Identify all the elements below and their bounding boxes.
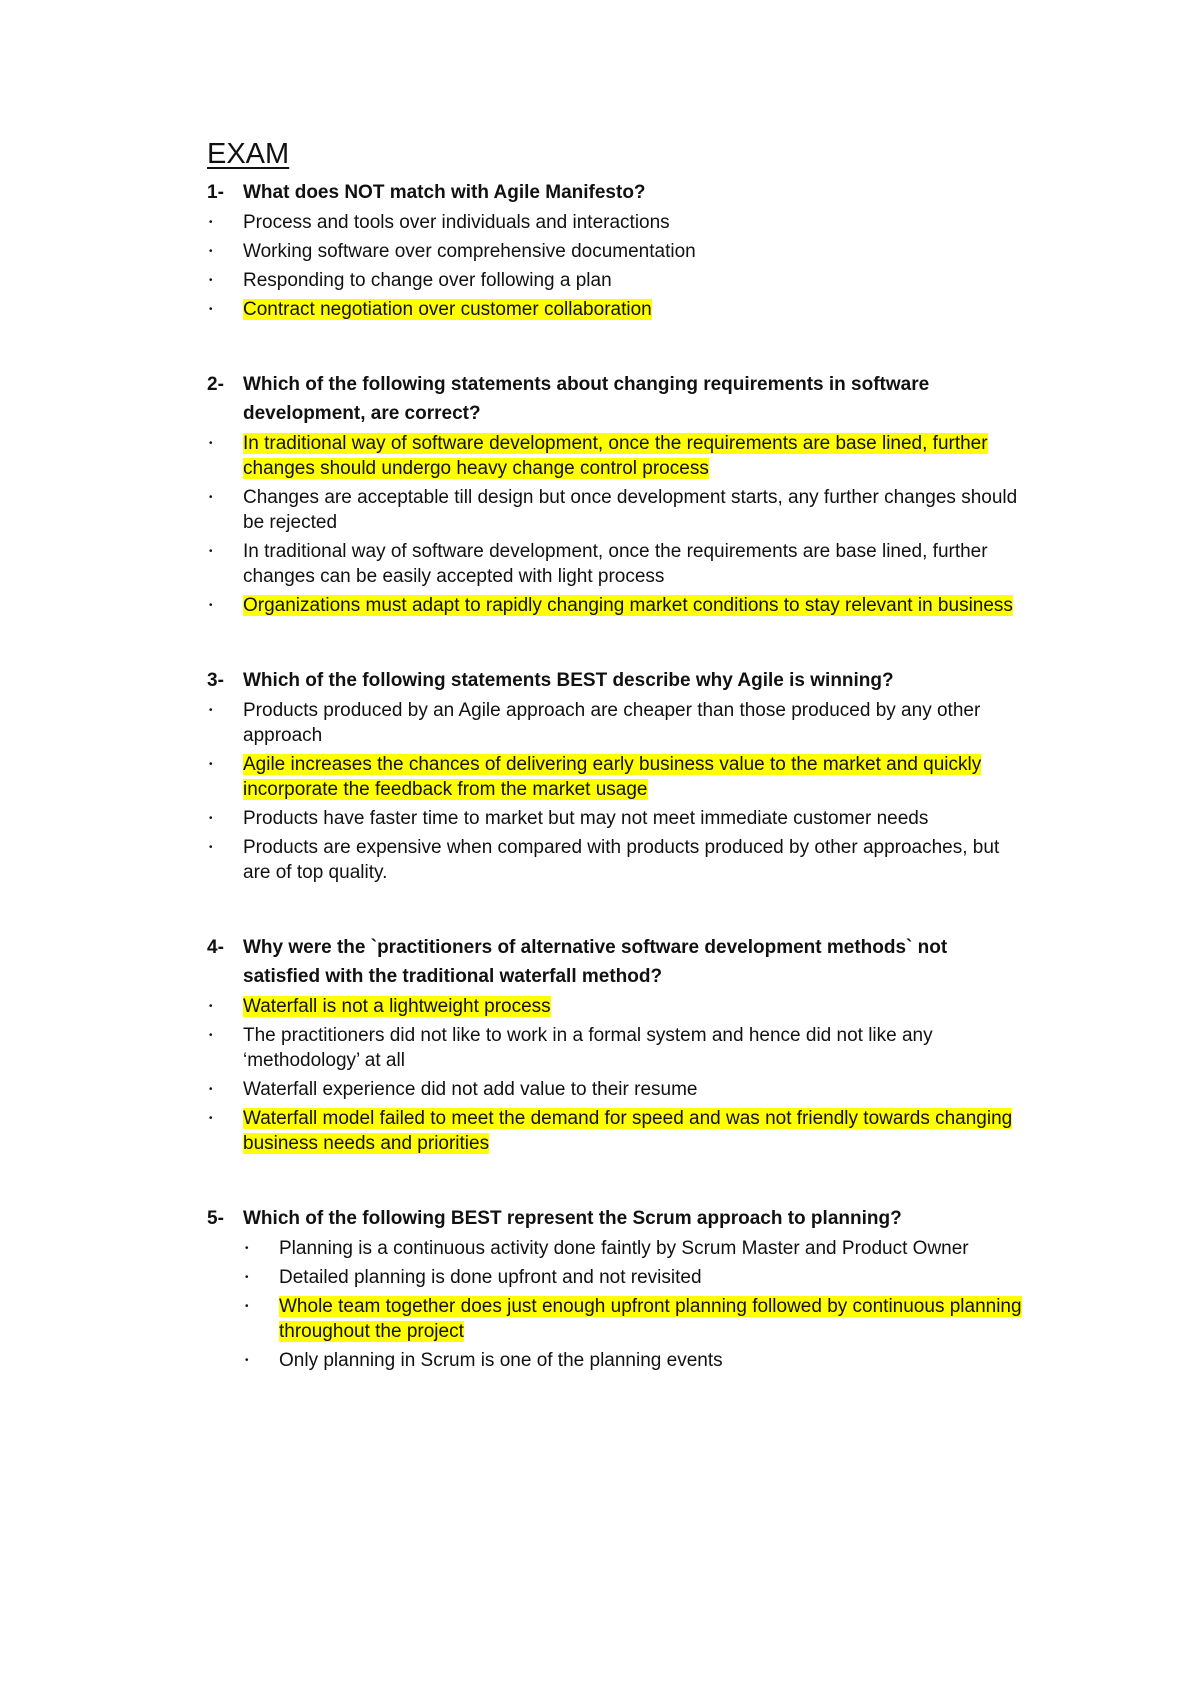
option-text: In traditional way of software development, once the requirements are base lined, further changes should undergo heavy change control process xyxy=(243,433,988,479)
option-item xyxy=(207,431,1027,481)
option-item xyxy=(243,1265,1027,1290)
bullet-icon: • xyxy=(209,1084,213,1095)
option-item xyxy=(243,1348,1027,1373)
option-list xyxy=(207,431,1027,618)
option-text: Organizations must adapt to rapidly changing market conditions to stay relevant in business xyxy=(243,595,1013,616)
bullet-icon: • xyxy=(209,705,213,716)
question-heading xyxy=(207,1204,1027,1233)
option-text: Detailed planning is done upfront and not revisited xyxy=(279,1267,702,1288)
option-item xyxy=(207,994,1027,1019)
option-item xyxy=(207,268,1027,293)
question-1 xyxy=(207,178,1027,322)
question-number: 2- xyxy=(207,374,224,395)
question-text: Which of the following statements about changing requirements in software development, are correct? xyxy=(243,374,930,424)
question-4 xyxy=(207,933,1027,1156)
option-item xyxy=(207,698,1027,748)
option-item xyxy=(207,210,1027,235)
option-text: Products have faster time to market but may not meet immediate customer needs xyxy=(243,808,929,829)
bullet-icon: • xyxy=(209,1113,213,1124)
page-title: EXAM xyxy=(207,138,290,170)
option-text: Responding to change over following a plan xyxy=(243,270,612,291)
bullet-icon: • xyxy=(245,1243,249,1254)
question-heading xyxy=(207,178,1027,207)
question-number: 4- xyxy=(207,937,224,958)
question-5 xyxy=(207,1204,1027,1373)
option-text: Whole team together does just enough upfront planning followed by continuous planning throughout the project xyxy=(279,1296,1022,1342)
option-item xyxy=(207,539,1027,589)
question-heading xyxy=(207,666,1027,695)
question-number: 1- xyxy=(207,182,224,203)
bullet-icon: • xyxy=(209,813,213,824)
bullet-icon: • xyxy=(209,1030,213,1041)
option-item xyxy=(207,752,1027,802)
option-text: Products are expensive when compared with products produced by other approaches, but are of top quality. xyxy=(243,837,1000,883)
bullet-icon: • xyxy=(209,217,213,228)
bullet-icon: • xyxy=(209,759,213,770)
bullet-icon: • xyxy=(209,842,213,853)
bullet-icon: • xyxy=(209,546,213,557)
option-list xyxy=(243,1236,1027,1373)
option-text: The practitioners did not like to work in a formal system and hence did not like any ‘methodology’ at all xyxy=(243,1025,933,1071)
option-item xyxy=(207,1077,1027,1102)
option-text: Process and tools over individuals and interactions xyxy=(243,212,670,233)
option-item xyxy=(207,485,1027,535)
bullet-icon: • xyxy=(209,275,213,286)
option-text: Waterfall model failed to meet the demand for speed and was not friendly towards changing business needs and priorities xyxy=(243,1108,1013,1154)
option-text: Planning is a continuous activity done faintly by Scrum Master and Product Owner xyxy=(279,1238,969,1259)
option-item xyxy=(207,1106,1027,1156)
option-text: Waterfall experience did not add value to their resume xyxy=(243,1079,698,1100)
question-number: 3- xyxy=(207,670,224,691)
question-2 xyxy=(207,370,1027,618)
option-list xyxy=(207,210,1027,322)
option-item xyxy=(207,297,1027,322)
bullet-icon: • xyxy=(245,1272,249,1283)
option-text: Working software over comprehensive documentation xyxy=(243,241,696,262)
option-text: Changes are acceptable till design but once development starts, any further changes should be rejected xyxy=(243,487,1018,533)
question-heading xyxy=(207,933,1027,991)
option-item xyxy=(243,1236,1027,1261)
option-text: Only planning in Scrum is one of the planning events xyxy=(279,1350,723,1371)
question-text: Which of the following BEST represent the Scrum approach to planning? xyxy=(243,1208,902,1229)
question-text: Which of the following statements BEST describe why Agile is winning? xyxy=(243,670,894,691)
option-text: In traditional way of software development, once the requirements are base lined, further changes can be easily accepted with light process xyxy=(243,541,988,587)
option-item xyxy=(207,835,1027,885)
bullet-icon: • xyxy=(209,492,213,503)
question-3 xyxy=(207,666,1027,885)
option-item xyxy=(207,1023,1027,1073)
question-text: What does NOT match with Agile Manifesto? xyxy=(243,182,646,203)
bullet-icon: • xyxy=(209,1001,213,1012)
option-item xyxy=(207,239,1027,264)
exam-document xyxy=(207,136,1027,1421)
option-item xyxy=(243,1294,1027,1344)
bullet-icon: • xyxy=(245,1301,249,1312)
option-text: Agile increases the chances of delivering early business value to the market and quickly incorporate the feedback from the market usage xyxy=(243,754,982,800)
bullet-icon: • xyxy=(245,1355,249,1366)
bullet-icon: • xyxy=(209,246,213,257)
bullet-icon: • xyxy=(209,600,213,611)
option-text: Contract negotiation over customer collaboration xyxy=(243,299,652,320)
option-text: Waterfall is not a lightweight process xyxy=(243,996,551,1017)
question-text: Why were the `practitioners of alternative software development methods` not satisfied with the traditional waterfall method? xyxy=(243,937,948,987)
option-item xyxy=(207,593,1027,618)
option-list xyxy=(207,994,1027,1156)
question-heading xyxy=(207,370,1027,428)
bullet-icon: • xyxy=(209,438,213,449)
bullet-icon: • xyxy=(209,304,213,315)
option-text: Products produced by an Agile approach are cheaper than those produced by any other approach xyxy=(243,700,981,746)
question-number: 5- xyxy=(207,1208,224,1229)
option-list xyxy=(207,698,1027,885)
option-item xyxy=(207,806,1027,831)
